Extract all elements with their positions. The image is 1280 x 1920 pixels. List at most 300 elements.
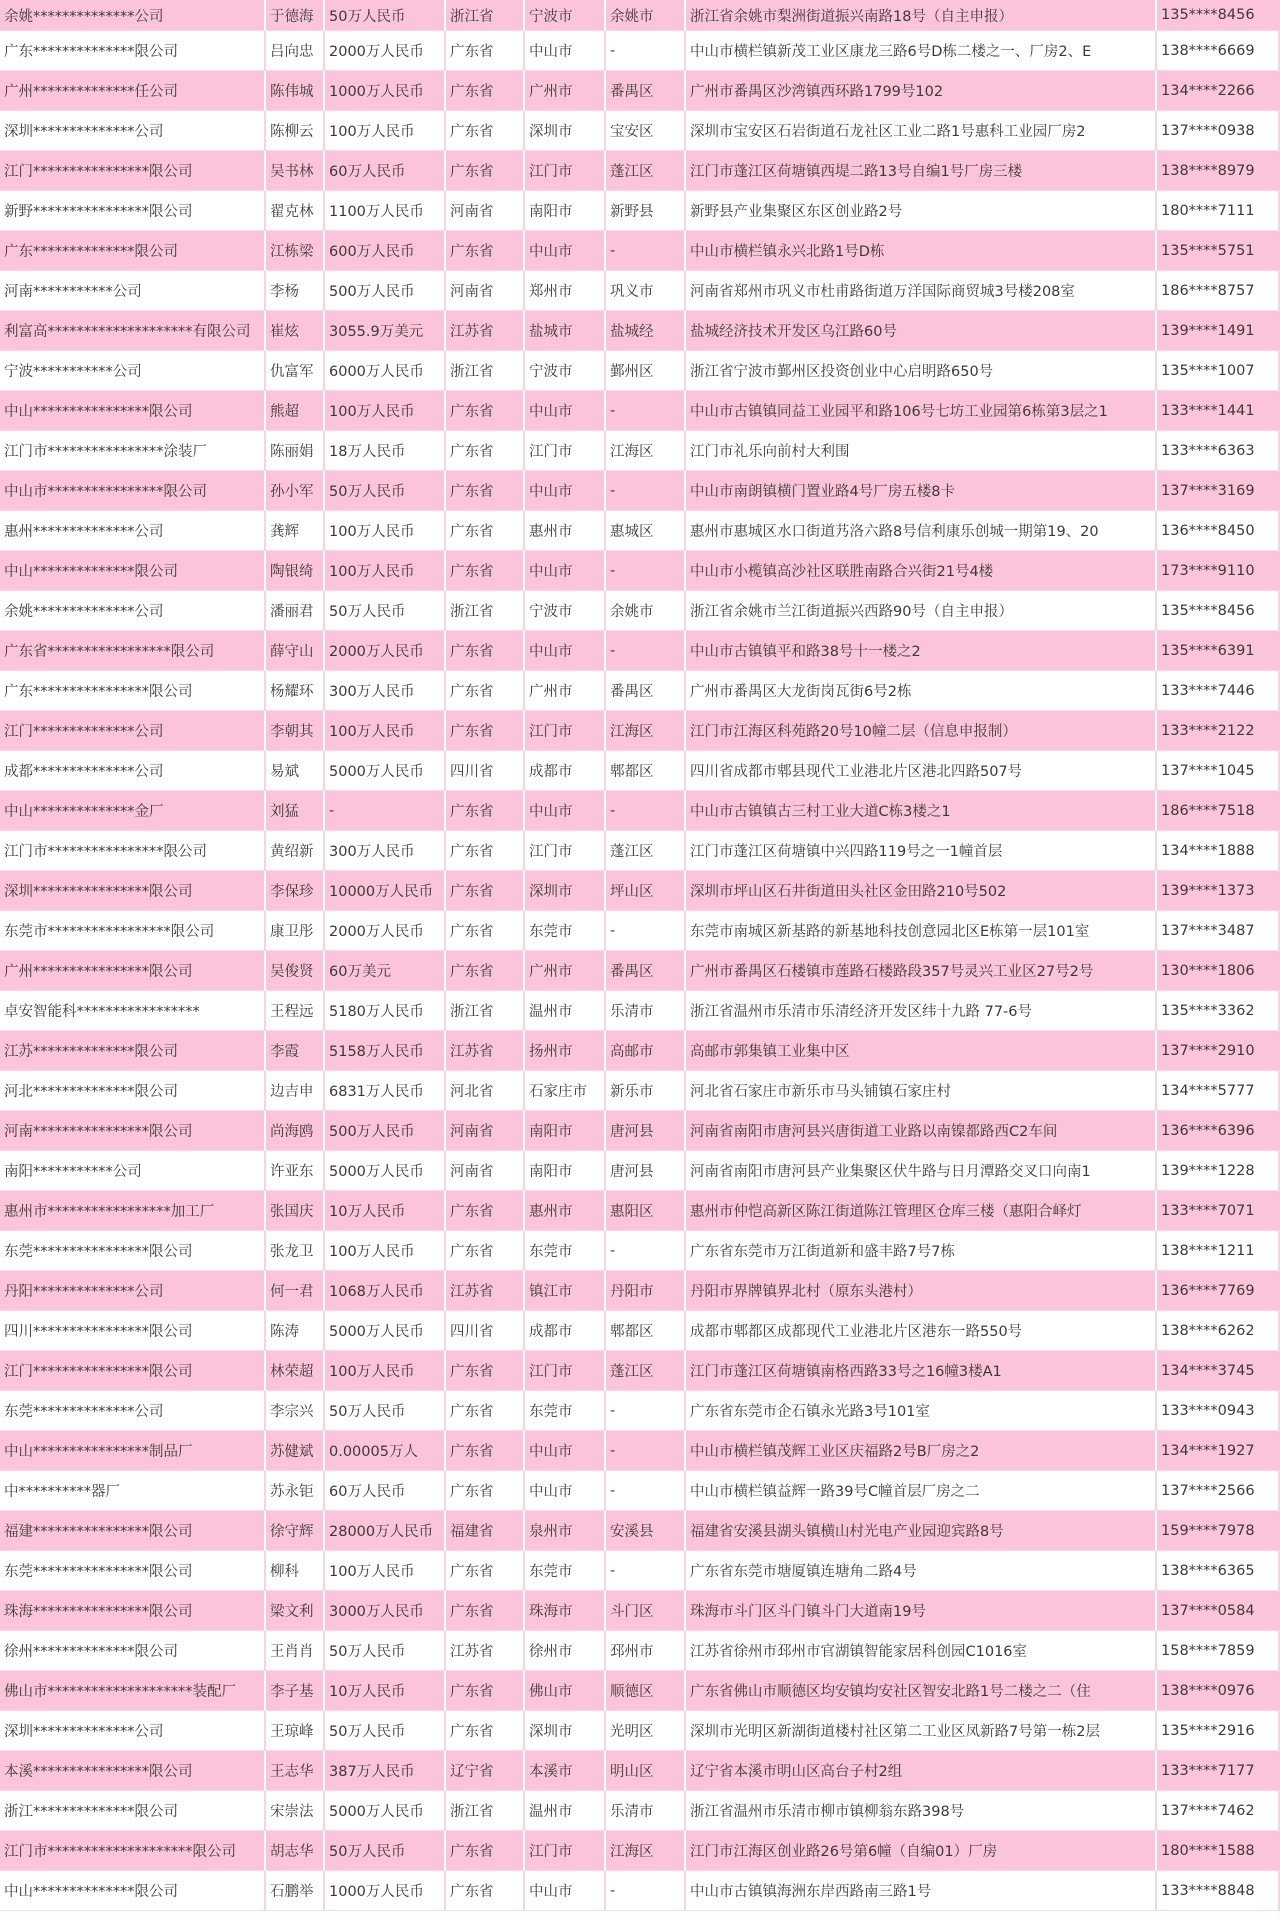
legal-rep-cell: 翟克林 xyxy=(266,191,325,231)
phone-cell: 186****8757 xyxy=(1157,271,1280,311)
legal-rep-cell: 龚辉 xyxy=(266,511,325,551)
address-cell: 江门市蓬江区荷塘镇南格西路33号之16幢3楼A1 xyxy=(686,1351,1157,1391)
legal-rep-cell: 黄绍新 xyxy=(266,831,325,871)
legal-rep-cell: 陈涛 xyxy=(266,1311,325,1351)
registered-capital-cell: 5000万人民币 xyxy=(325,1311,446,1351)
company-name-cell: 佛山市********************装配厂 xyxy=(0,1671,266,1711)
district-cell: 余姚市 xyxy=(606,0,686,31)
legal-rep-cell: 吴俊贤 xyxy=(266,951,325,991)
table-row xyxy=(0,431,1280,471)
address-cell: 河南省南阳市唐河县兴唐街道工业路以南镍都路西C2车间 xyxy=(686,1111,1157,1151)
legal-rep-cell: 李杨 xyxy=(266,271,325,311)
phone-cell: 134****5777 xyxy=(1157,1071,1280,1111)
district-cell: - xyxy=(606,631,686,671)
phone-cell: 135****2916 xyxy=(1157,1711,1280,1751)
table-row xyxy=(0,391,1280,431)
province-cell: 广东省 xyxy=(446,1191,525,1231)
phone-cell: 137****1045 xyxy=(1157,751,1280,791)
registered-capital-cell: 300万人民币 xyxy=(325,671,446,711)
registered-capital-cell: 18万人民币 xyxy=(325,431,446,471)
city-cell: 江门市 xyxy=(525,151,606,191)
district-cell: - xyxy=(606,1231,686,1271)
legal-rep-cell: 王程远 xyxy=(266,991,325,1031)
address-cell: 高邮市郭集镇工业集中区 xyxy=(686,1031,1157,1071)
registered-capital-cell: 100万人民币 xyxy=(325,1231,446,1271)
city-cell: 佛山市 xyxy=(525,1671,606,1711)
phone-cell: 133****6363 xyxy=(1157,431,1280,471)
province-cell: 广东省 xyxy=(446,671,525,711)
registered-capital-cell: 6000万人民币 xyxy=(325,351,446,391)
registered-capital-cell: 50万人民币 xyxy=(325,0,446,31)
table-row xyxy=(0,951,1280,991)
district-cell: - xyxy=(606,1391,686,1431)
registered-capital-cell: 2000万人民币 xyxy=(325,631,446,671)
registered-capital-cell: 0.00005万人 xyxy=(325,1431,446,1471)
table-row xyxy=(0,1471,1280,1511)
city-cell: 宁波市 xyxy=(525,591,606,631)
registered-capital-cell: 600万人民币 xyxy=(325,231,446,271)
registered-capital-cell: 1068万人民币 xyxy=(325,1271,446,1311)
city-cell: 中山市 xyxy=(525,1871,606,1911)
phone-cell: 158****7859 xyxy=(1157,1631,1280,1671)
address-cell: 浙江省温州市乐清市柳市镇柳翁东路398号 xyxy=(686,1791,1157,1831)
legal-rep-cell: 李宗兴 xyxy=(266,1391,325,1431)
city-cell: 中山市 xyxy=(525,551,606,591)
phone-cell: 137****3487 xyxy=(1157,911,1280,951)
table-row xyxy=(0,1871,1280,1911)
company-name-cell: 余姚**************公司 xyxy=(0,0,266,31)
address-cell: 中山市古镇镇海洲东岸西路南三路1号 xyxy=(686,1871,1157,1911)
registered-capital-cell: 100万人民币 xyxy=(325,391,446,431)
phone-cell: 139****1373 xyxy=(1157,871,1280,911)
city-cell: 东莞市 xyxy=(525,1391,606,1431)
city-cell: 深圳市 xyxy=(525,111,606,151)
province-cell: 广东省 xyxy=(446,231,525,271)
province-cell: 浙江省 xyxy=(446,0,525,31)
address-cell: 东莞市南城区新基路的新基地科技创意园北区E栋第一层101室 xyxy=(686,911,1157,951)
district-cell: 番禺区 xyxy=(606,71,686,111)
legal-rep-cell: 苏永钜 xyxy=(266,1471,325,1511)
province-cell: 广东省 xyxy=(446,911,525,951)
province-cell: 广东省 xyxy=(446,391,525,431)
district-cell: 蓬江区 xyxy=(606,151,686,191)
phone-cell: 173****9110 xyxy=(1157,551,1280,591)
phone-cell: 180****7111 xyxy=(1157,191,1280,231)
company-name-cell: 珠海****************限公司 xyxy=(0,1591,266,1631)
phone-cell: 138****6262 xyxy=(1157,1311,1280,1351)
district-cell: 鄞州区 xyxy=(606,351,686,391)
province-cell: 广东省 xyxy=(446,1871,525,1911)
district-cell: 唐河县 xyxy=(606,1151,686,1191)
phone-cell: 135****5751 xyxy=(1157,231,1280,271)
district-cell: - xyxy=(606,1431,686,1471)
company-name-cell: 江门市********************限公司 xyxy=(0,1831,266,1871)
company-name-cell: 东莞**************公司 xyxy=(0,1391,266,1431)
province-cell: 辽宁省 xyxy=(446,1751,525,1791)
district-cell: 斗门区 xyxy=(606,1591,686,1631)
address-cell: 中山市古镇镇古三村工业大道C栋3楼之1 xyxy=(686,791,1157,831)
district-cell: - xyxy=(606,551,686,591)
province-cell: 浙江省 xyxy=(446,591,525,631)
city-cell: 中山市 xyxy=(525,791,606,831)
legal-rep-cell: 易斌 xyxy=(266,751,325,791)
legal-rep-cell: 王琼峰 xyxy=(266,1711,325,1751)
province-cell: 广东省 xyxy=(446,631,525,671)
registered-capital-cell: 10000万人民币 xyxy=(325,871,446,911)
address-cell: 中山市横栏镇永兴北路1号D栋 xyxy=(686,231,1157,271)
district-cell: 江海区 xyxy=(606,431,686,471)
address-cell: 深圳市宝安区石岩街道石龙社区工业二路1号惠科工业园厂房2 xyxy=(686,111,1157,151)
registered-capital-cell: 60万人民币 xyxy=(325,1471,446,1511)
district-cell: 邳州市 xyxy=(606,1631,686,1671)
address-cell: 江门市礼乐向前村大利围 xyxy=(686,431,1157,471)
address-cell: 中山市横栏镇益辉一路39号C幢首层厂房之二 xyxy=(686,1471,1157,1511)
phone-cell: 137****3169 xyxy=(1157,471,1280,511)
district-cell: 余姚市 xyxy=(606,591,686,631)
table-row xyxy=(0,1511,1280,1551)
phone-cell: 136****6396 xyxy=(1157,1111,1280,1151)
table-row xyxy=(0,671,1280,711)
city-cell: 惠州市 xyxy=(525,1191,606,1231)
company-name-cell: 中山**************限公司 xyxy=(0,1871,266,1911)
district-cell: 宝安区 xyxy=(606,111,686,151)
registered-capital-cell: 50万人民币 xyxy=(325,1831,446,1871)
city-cell: 中山市 xyxy=(525,231,606,271)
province-cell: 广东省 xyxy=(446,1591,525,1631)
address-cell: 成都市郫都区成都现代工业港北片区港东一路550号 xyxy=(686,1311,1157,1351)
province-cell: 广东省 xyxy=(446,1671,525,1711)
company-name-cell: 深圳****************限公司 xyxy=(0,871,266,911)
phone-cell: 133****2122 xyxy=(1157,711,1280,751)
registered-capital-cell: 1000万人民币 xyxy=(325,1871,446,1911)
address-cell: 广州市番禺区石楼镇市莲路石楼路段357号灵兴工业区27号2号 xyxy=(686,951,1157,991)
legal-rep-cell: 于德海 xyxy=(266,0,325,31)
phone-cell: 133****0943 xyxy=(1157,1391,1280,1431)
province-cell: 广东省 xyxy=(446,1471,525,1511)
company-name-cell: 深圳**************公司 xyxy=(0,111,266,151)
legal-rep-cell: 杨耀环 xyxy=(266,671,325,711)
registered-capital-cell: 3000万人民币 xyxy=(325,1591,446,1631)
address-cell: 江门市蓬江区荷塘镇西堤二路13号自编1号厂房三楼 xyxy=(686,151,1157,191)
table-row xyxy=(0,1751,1280,1791)
district-cell: - xyxy=(606,1551,686,1591)
address-cell: 丹阳市界牌镇界北村（原东头港村） xyxy=(686,1271,1157,1311)
registered-capital-cell: 10万人民币 xyxy=(325,1671,446,1711)
legal-rep-cell: 张国庆 xyxy=(266,1191,325,1231)
province-cell: 广东省 xyxy=(446,31,525,71)
company-name-cell: 江门市****************限公司 xyxy=(0,831,266,871)
province-cell: 广东省 xyxy=(446,871,525,911)
company-name-cell: 深圳**************公司 xyxy=(0,1711,266,1751)
registered-capital-cell: 100万人民币 xyxy=(325,1351,446,1391)
registered-capital-cell: 100万人民币 xyxy=(325,111,446,151)
address-cell: 广东省东莞市塘厦镇连塘角二路4号 xyxy=(686,1551,1157,1591)
district-cell: 郫都区 xyxy=(606,751,686,791)
legal-rep-cell: 梁文利 xyxy=(266,1591,325,1631)
address-cell: 中山市古镇镇平和路38号十一楼之2 xyxy=(686,631,1157,671)
address-cell: 江苏省徐州市邳州市官湖镇智能家居科创园C1016室 xyxy=(686,1631,1157,1671)
province-cell: 广东省 xyxy=(446,1711,525,1751)
district-cell: 唐河县 xyxy=(606,1111,686,1151)
legal-rep-cell: 崔炫 xyxy=(266,311,325,351)
company-name-cell: 江门****************限公司 xyxy=(0,1351,266,1391)
province-cell: 四川省 xyxy=(446,1311,525,1351)
table-row xyxy=(0,831,1280,871)
address-cell: 河南省郑州市巩义市杜甫路街道万洋国际商贸城3号楼208室 xyxy=(686,271,1157,311)
city-cell: 本溪市 xyxy=(525,1751,606,1791)
table-row xyxy=(0,911,1280,951)
province-cell: 广东省 xyxy=(446,471,525,511)
registered-capital-cell: 50万人民币 xyxy=(325,1631,446,1671)
phone-cell: 133****7177 xyxy=(1157,1751,1280,1791)
company-name-cell: 广东****************限公司 xyxy=(0,671,266,711)
company-name-cell: 广东**************限公司 xyxy=(0,231,266,271)
company-name-cell: 新野****************限公司 xyxy=(0,191,266,231)
table-row xyxy=(0,1271,1280,1311)
legal-rep-cell: 宋崇法 xyxy=(266,1791,325,1831)
phone-cell: 135****3362 xyxy=(1157,991,1280,1031)
city-cell: 中山市 xyxy=(525,1471,606,1511)
legal-rep-cell: 吴书林 xyxy=(266,151,325,191)
address-cell: 惠州市仲恺高新区陈江街道陈江管理区仓库三楼（惠阳合峄灯 xyxy=(686,1191,1157,1231)
address-cell: 中山市小榄镇高沙社区联胜南路合兴街21号4楼 xyxy=(686,551,1157,591)
registered-capital-cell: 10万人民币 xyxy=(325,1191,446,1231)
address-cell: 广州市番禺区大龙街岗瓦街6号2栋 xyxy=(686,671,1157,711)
address-cell: 中山市古镇镇同益工业园平和路106号七坊工业园第6栋第3层之1 xyxy=(686,391,1157,431)
city-cell: 扬州市 xyxy=(525,1031,606,1071)
legal-rep-cell: 林荣超 xyxy=(266,1351,325,1391)
legal-rep-cell: 陈丽娟 xyxy=(266,431,325,471)
table-row xyxy=(0,511,1280,551)
district-cell: - xyxy=(606,471,686,511)
province-cell: 河南省 xyxy=(446,1111,525,1151)
district-cell: - xyxy=(606,31,686,71)
province-cell: 河南省 xyxy=(446,271,525,311)
district-cell: - xyxy=(606,1471,686,1511)
district-cell: 高邮市 xyxy=(606,1031,686,1071)
company-name-cell: 东莞****************限公司 xyxy=(0,1231,266,1271)
registered-capital-cell: 5000万人民币 xyxy=(325,1151,446,1191)
city-cell: 盐城市 xyxy=(525,311,606,351)
phone-cell: 138****0976 xyxy=(1157,1671,1280,1711)
province-cell: 江苏省 xyxy=(446,311,525,351)
phone-cell: 135****6391 xyxy=(1157,631,1280,671)
address-cell: 中山市横栏镇茂辉工业区庆福路2号B厂房之2 xyxy=(686,1431,1157,1471)
registered-capital-cell: 60万美元 xyxy=(325,951,446,991)
registered-capital-cell: 100万人民币 xyxy=(325,511,446,551)
table-row xyxy=(0,191,1280,231)
phone-cell: 133****7446 xyxy=(1157,671,1280,711)
company-name-cell: 河北**************限公司 xyxy=(0,1071,266,1111)
district-cell: - xyxy=(606,791,686,831)
address-cell: 浙江省温州市乐清市乐清经济开发区纬十九路 77-6号 xyxy=(686,991,1157,1031)
phone-cell: 136****8450 xyxy=(1157,511,1280,551)
district-cell: 番禺区 xyxy=(606,671,686,711)
city-cell: 深圳市 xyxy=(525,1711,606,1751)
registered-capital-cell: 300万人民币 xyxy=(325,831,446,871)
table-row xyxy=(0,151,1280,191)
district-cell: 盐城经 xyxy=(606,311,686,351)
address-cell: 深圳市光明区新湖街道楼村社区第二工业区凤新路7号第一栋2层 xyxy=(686,1711,1157,1751)
phone-cell: 137****7462 xyxy=(1157,1791,1280,1831)
province-cell: 浙江省 xyxy=(446,991,525,1031)
district-cell: 蓬江区 xyxy=(606,1351,686,1391)
company-name-cell: 中山**************金厂 xyxy=(0,791,266,831)
district-cell: 惠阳区 xyxy=(606,1191,686,1231)
city-cell: 江门市 xyxy=(525,1351,606,1391)
legal-rep-cell: 李保珍 xyxy=(266,871,325,911)
table-row xyxy=(0,1551,1280,1591)
registered-capital-cell: 3055.9万美元 xyxy=(325,311,446,351)
company-name-cell: 成都**************公司 xyxy=(0,751,266,791)
table-row xyxy=(0,871,1280,911)
address-cell: 福建省安溪县湖头镇横山村光电产业园迎宾路8号 xyxy=(686,1511,1157,1551)
province-cell: 广东省 xyxy=(446,111,525,151)
registered-capital-cell: 500万人民币 xyxy=(325,271,446,311)
legal-rep-cell: 王志华 xyxy=(266,1751,325,1791)
district-cell: - xyxy=(606,231,686,271)
table-row xyxy=(0,1391,1280,1431)
table-row xyxy=(0,791,1280,831)
address-cell: 四川省成都市郫县现代工业港北片区港北四路507号 xyxy=(686,751,1157,791)
province-cell: 广东省 xyxy=(446,1351,525,1391)
city-cell: 徐州市 xyxy=(525,1631,606,1671)
address-cell: 浙江省宁波市鄞州区投资创业中心启明路650号 xyxy=(686,351,1157,391)
table-row xyxy=(0,271,1280,311)
city-cell: 南阳市 xyxy=(525,1151,606,1191)
registered-capital-cell: 60万人民币 xyxy=(325,151,446,191)
legal-rep-cell: 江栋梁 xyxy=(266,231,325,271)
city-cell: 石家庄市 xyxy=(525,1071,606,1111)
address-cell: 河南省南阳市唐河县产业集聚区伏牛路与日月潭路交叉口向南1 xyxy=(686,1151,1157,1191)
registered-capital-cell: 1000万人民币 xyxy=(325,71,446,111)
district-cell: 光明区 xyxy=(606,1711,686,1751)
district-cell: 乐清市 xyxy=(606,991,686,1031)
address-cell: 辽宁省本溪市明山区高台子村2组 xyxy=(686,1751,1157,1791)
province-cell: 广东省 xyxy=(446,151,525,191)
city-cell: 深圳市 xyxy=(525,871,606,911)
phone-cell: 159****7978 xyxy=(1157,1511,1280,1551)
table-row xyxy=(0,1591,1280,1631)
city-cell: 东莞市 xyxy=(525,911,606,951)
phone-cell: 180****1588 xyxy=(1157,1831,1280,1871)
address-cell: 深圳市坪山区石井街道田头社区金田路210号502 xyxy=(686,871,1157,911)
registered-capital-cell: 28000万人民币 xyxy=(325,1511,446,1551)
table-row xyxy=(0,591,1280,631)
table-row xyxy=(0,71,1280,111)
table-row xyxy=(0,311,1280,351)
phone-cell: 134****1888 xyxy=(1157,831,1280,871)
province-cell: 广东省 xyxy=(446,791,525,831)
table-row xyxy=(0,0,1280,31)
table-row xyxy=(0,1791,1280,1831)
company-name-cell: 广东**************限公司 xyxy=(0,31,266,71)
city-cell: 宁波市 xyxy=(525,0,606,31)
table-row xyxy=(0,111,1280,151)
table-row xyxy=(0,1351,1280,1391)
phone-cell: 135****8456 xyxy=(1157,0,1280,31)
city-cell: 江门市 xyxy=(525,1831,606,1871)
city-cell: 中山市 xyxy=(525,471,606,511)
province-cell: 福建省 xyxy=(446,1511,525,1551)
phone-cell: 130****1806 xyxy=(1157,951,1280,991)
table-row xyxy=(0,631,1280,671)
company-name-cell: 广东省*****************限公司 xyxy=(0,631,266,671)
legal-rep-cell: 刘猛 xyxy=(266,791,325,831)
phone-cell: 138****1211 xyxy=(1157,1231,1280,1271)
city-cell: 郑州市 xyxy=(525,271,606,311)
phone-cell: 138****8979 xyxy=(1157,151,1280,191)
table-row xyxy=(0,1151,1280,1191)
legal-rep-cell: 陶银绮 xyxy=(266,551,325,591)
phone-cell: 137****0584 xyxy=(1157,1591,1280,1631)
phone-cell: 186****7518 xyxy=(1157,791,1280,831)
address-cell: 广东省佛山市顺德区均安镇均安社区智安北路1号二楼之二（住 xyxy=(686,1671,1157,1711)
province-cell: 河北省 xyxy=(446,1071,525,1111)
address-cell: 中山市横栏镇新茂工业区康龙三路6号D栋二楼之一、厂房2、E xyxy=(686,31,1157,71)
table-row xyxy=(0,1031,1280,1071)
province-cell: 河南省 xyxy=(446,1151,525,1191)
city-cell: 温州市 xyxy=(525,991,606,1031)
company-name-cell: 宁波***********公司 xyxy=(0,351,266,391)
phone-cell: 133****7071 xyxy=(1157,1191,1280,1231)
table-row xyxy=(0,1631,1280,1671)
company-name-cell: 丹阳**************公司 xyxy=(0,1271,266,1311)
table-row xyxy=(0,1671,1280,1711)
city-cell: 温州市 xyxy=(525,1791,606,1831)
legal-rep-cell: 吕向忠 xyxy=(266,31,325,71)
city-cell: 镇江市 xyxy=(525,1271,606,1311)
legal-rep-cell: 陈伟城 xyxy=(266,71,325,111)
address-cell: 广东省东莞市企石镇永光路3号101室 xyxy=(686,1391,1157,1431)
province-cell: 四川省 xyxy=(446,751,525,791)
district-cell: 安溪县 xyxy=(606,1511,686,1551)
phone-cell: 137****2910 xyxy=(1157,1031,1280,1071)
city-cell: 江门市 xyxy=(525,431,606,471)
legal-rep-cell: 李子基 xyxy=(266,1671,325,1711)
company-name-cell: 中山****************限公司 xyxy=(0,391,266,431)
phone-cell: 135****8456 xyxy=(1157,591,1280,631)
company-name-cell: 徐州**************限公司 xyxy=(0,1631,266,1671)
province-cell: 广东省 xyxy=(446,1231,525,1271)
city-cell: 江门市 xyxy=(525,711,606,751)
phone-cell: 139****1491 xyxy=(1157,311,1280,351)
province-cell: 浙江省 xyxy=(446,351,525,391)
address-cell: 河北省石家庄市新乐市马头铺镇石家庄村 xyxy=(686,1071,1157,1111)
district-cell: 新野县 xyxy=(606,191,686,231)
address-cell: 盐城经济技术开发区乌江路60号 xyxy=(686,311,1157,351)
province-cell: 广东省 xyxy=(446,1431,525,1471)
legal-rep-cell: 陈柳云 xyxy=(266,111,325,151)
legal-rep-cell: 熊超 xyxy=(266,391,325,431)
company-name-cell: 东莞****************限公司 xyxy=(0,1551,266,1591)
city-cell: 南阳市 xyxy=(525,1111,606,1151)
registered-capital-cell: 100万人民币 xyxy=(325,551,446,591)
company-name-cell: 惠州市*****************加工厂 xyxy=(0,1191,266,1231)
table-row xyxy=(0,471,1280,511)
address-cell: 江门市蓬江区荷塘镇中兴四路119号之一1幢首层 xyxy=(686,831,1157,871)
registered-capital-cell: 500万人民币 xyxy=(325,1111,446,1151)
phone-cell: 137****2566 xyxy=(1157,1471,1280,1511)
registered-capital-cell: 5000万人民币 xyxy=(325,751,446,791)
legal-rep-cell: 石鹏举 xyxy=(266,1871,325,1911)
table-row xyxy=(0,1311,1280,1351)
phone-cell: 137****0938 xyxy=(1157,111,1280,151)
table-row xyxy=(0,551,1280,591)
table-row xyxy=(0,1231,1280,1271)
address-cell: 新野县产业集聚区东区创业路2号 xyxy=(686,191,1157,231)
address-cell: 中山市南朗镇横门置业路4号厂房五楼8卡 xyxy=(686,471,1157,511)
